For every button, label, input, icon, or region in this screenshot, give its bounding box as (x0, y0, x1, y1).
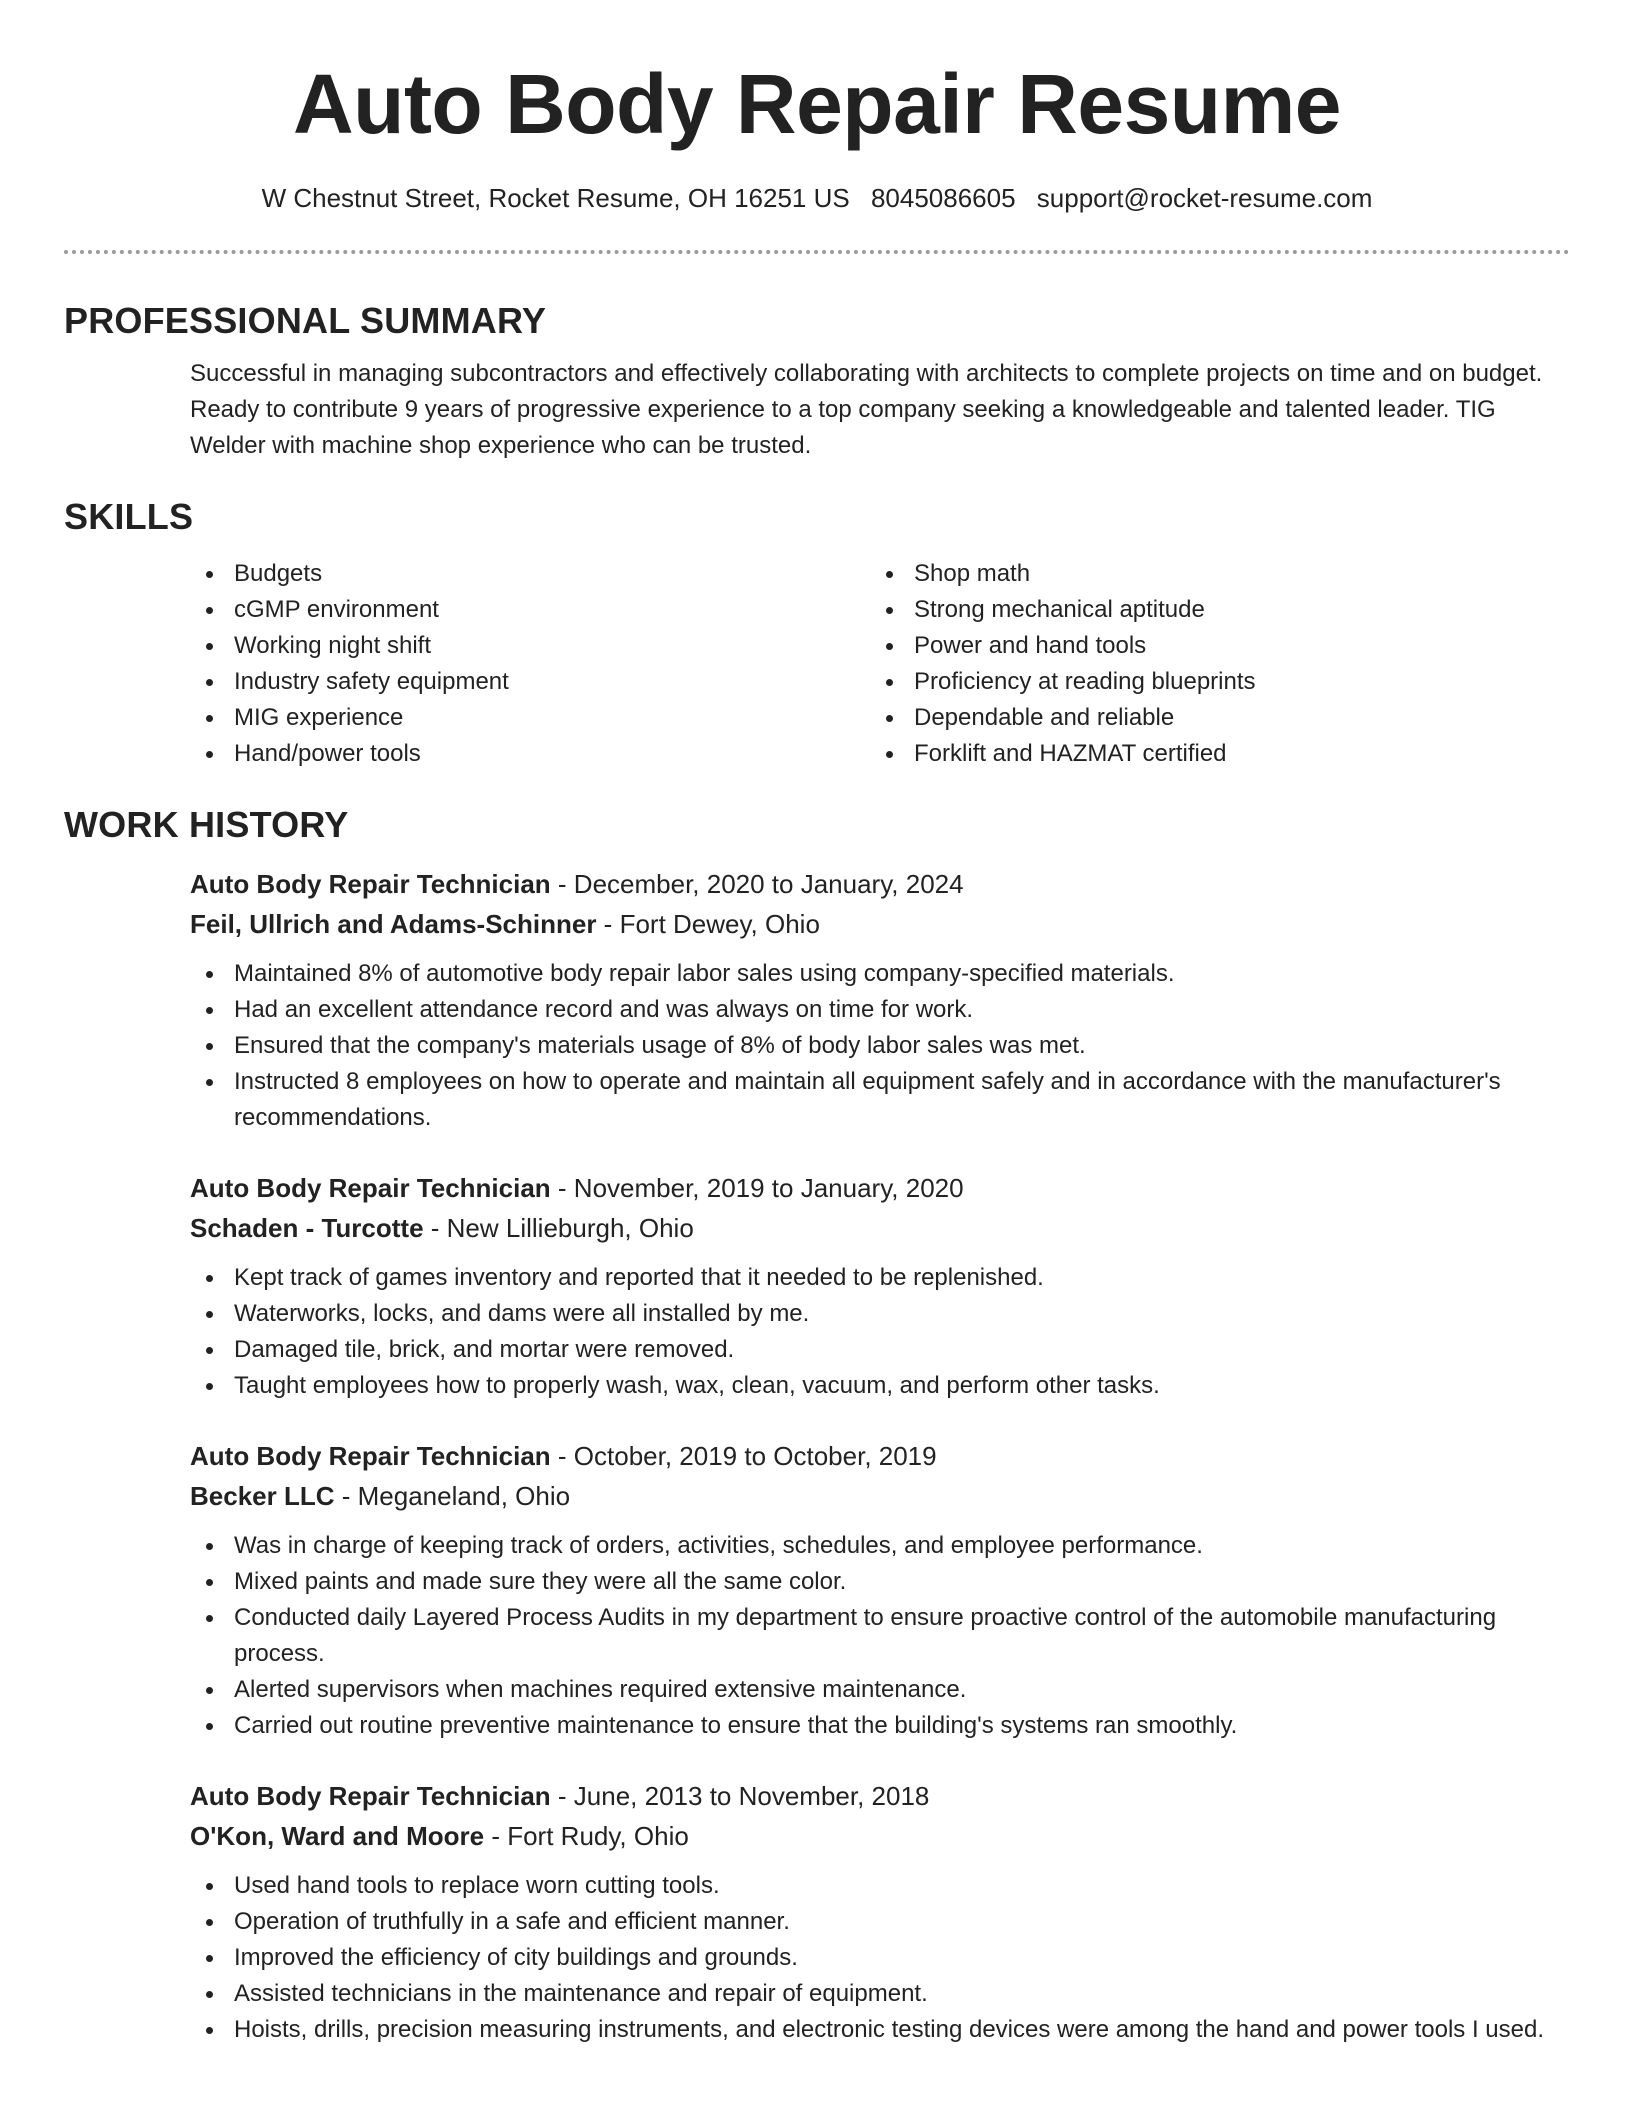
resume-content (64, 296, 1570, 2048)
job-title-line (190, 864, 1570, 904)
job-bullet: Waterworks, locks, and dams were all installed by me. (190, 1296, 1570, 1332)
job-bullet: Ensured that the company's materials usage of 8% of body labor sales was met. (190, 1028, 1570, 1064)
job-dates: November, 2019 to January, 2020 (573, 1173, 964, 1203)
skill-item: cGMP environment (190, 592, 870, 628)
job-location: Fort Dewey, Ohio (619, 909, 820, 939)
job-bullet: Damaged tile, brick, and mortar were removed. (190, 1332, 1570, 1368)
job-bullet: Kept track of games inventory and reported that it needed to be replenished. (190, 1260, 1570, 1296)
job-company-line (190, 1476, 1570, 1516)
separator: - (334, 1481, 358, 1511)
skill-item: Dependable and reliable (870, 700, 1550, 736)
work-history-heading: WORK HISTORY (64, 804, 349, 845)
skill-item: Shop math (870, 556, 1550, 592)
job-list (64, 864, 1570, 2048)
separator: - (550, 869, 574, 899)
skill-item: Working night shift (190, 628, 870, 664)
summary-heading: PROFESSIONAL SUMMARY (64, 300, 547, 341)
separator: - (596, 909, 620, 939)
skills-heading: SKILLS (64, 496, 194, 537)
job-entry (190, 1436, 1570, 1744)
contact-email: support@rocket-resume.com (1036, 183, 1373, 213)
contact-phone: 8045086605 (870, 183, 1016, 213)
job-bullet: Mixed paints and made sure they were all the same color. (190, 1564, 1570, 1600)
separator: - (550, 1781, 574, 1811)
job-entry (190, 1168, 1570, 1404)
job-location: Fort Rudy, Ohio (507, 1821, 689, 1851)
job-dates: October, 2019 to October, 2019 (573, 1441, 937, 1471)
job-dates: December, 2020 to January, 2024 (573, 869, 964, 899)
job-bullet: Instructed 8 employees on how to operate and maintain all equipment safely and in accordance with the manufacturer's recommendations. (190, 1064, 1570, 1136)
job-company: O'Kon, Ward and Moore (190, 1821, 485, 1851)
job-company-line (190, 904, 1570, 944)
skill-item: Strong mechanical aptitude (870, 592, 1550, 628)
job-title: Auto Body Repair Technician (190, 869, 551, 899)
job-bullet: Assisted technicians in the maintenance and repair of equipment. (190, 1976, 1570, 2012)
separator: - (423, 1213, 447, 1243)
job-company-line (190, 1816, 1570, 1856)
skills-right-list (870, 556, 1550, 772)
skill-item: Proficiency at reading blueprints (870, 664, 1550, 700)
summary-text: Successful in managing subcontractors and effectively collaborating with architects to complete projects on time and on budget. Ready to contribute 9 years of progressive experience to a top company seeking a knowledgeable and talented leader. TIG Welder with machine shop experience who can be trusted. (190, 360, 1543, 459)
job-title: Auto Body Repair Technician (190, 1441, 551, 1471)
skills-left-list (190, 556, 870, 772)
job-title: Auto Body Repair Technician (190, 1781, 551, 1811)
job-title-line (190, 1168, 1570, 1208)
job-title-line (190, 1436, 1570, 1476)
job-bullet: Maintained 8% of automotive body repair labor sales using company-specified materials. (190, 956, 1570, 992)
summary-section (64, 296, 1570, 464)
job-bullet: Had an excellent attendance record and was always on time for work. (190, 992, 1570, 1028)
job-bullets (190, 1260, 1570, 1404)
job-bullet: Conducted daily Layered Process Audits in my department to ensure proactive control of the automobile manufacturing process. (190, 1600, 1570, 1672)
job-title-line (190, 1776, 1570, 1816)
contact-address: W Chestnut Street, Rocket Resume, OH 16251 US (261, 183, 850, 213)
work-history-section (64, 800, 1570, 2048)
job-bullet: Used hand tools to replace worn cutting tools. (190, 1868, 1570, 1904)
separator: - (550, 1441, 574, 1471)
job-bullet: Carried out routine preventive maintenance to ensure that the building's systems ran smoothly. (190, 1708, 1570, 1744)
job-entry (190, 864, 1570, 1136)
job-company: Feil, Ullrich and Adams-Schinner (190, 909, 597, 939)
separator: - (550, 1173, 574, 1203)
job-dates: June, 2013 to November, 2018 (573, 1781, 930, 1811)
skill-item: Power and hand tools (870, 628, 1550, 664)
separator: - (484, 1821, 508, 1851)
job-bullet: Was in charge of keeping track of orders, activities, schedules, and employee performance. (190, 1528, 1570, 1564)
skill-item: Hand/power tools (190, 736, 870, 772)
skill-item: Forklift and HAZMAT certified (870, 736, 1550, 772)
job-bullets (190, 1528, 1570, 1744)
job-location: Meganeland, Ohio (357, 1481, 571, 1511)
job-entry (190, 1776, 1570, 2048)
skills-columns (190, 556, 1570, 772)
job-bullet: Taught employees how to properly wash, wax, clean, vacuum, and perform other tasks. (190, 1368, 1570, 1404)
job-bullets (190, 1868, 1570, 2048)
job-bullet: Hoists, drills, precision measuring instruments, and electronic testing devices were among the hand and power tools I used. (190, 2012, 1570, 2048)
job-bullet: Operation of truthfully in a safe and efficient manner. (190, 1904, 1570, 1940)
job-company-line (190, 1208, 1570, 1248)
resume-title: Auto Body Repair Resume (292, 57, 1341, 151)
job-company: Schaden - Turcotte (190, 1213, 424, 1243)
job-bullet: Alerted supervisors when machines required extensive maintenance. (190, 1672, 1570, 1708)
header-divider (64, 250, 1570, 254)
contact-line (64, 180, 1570, 216)
job-location: New Lillieburgh, Ohio (446, 1213, 694, 1243)
job-company: Becker LLC (190, 1481, 335, 1511)
skills-section (64, 492, 1570, 772)
job-title: Auto Body Repair Technician (190, 1173, 551, 1203)
job-bullets (190, 956, 1570, 1136)
skill-item: MIG experience (190, 700, 870, 736)
job-bullet: Improved the efficiency of city buildings and grounds. (190, 1940, 1570, 1976)
skill-item: Industry safety equipment (190, 664, 870, 700)
skill-item: Budgets (190, 556, 870, 592)
